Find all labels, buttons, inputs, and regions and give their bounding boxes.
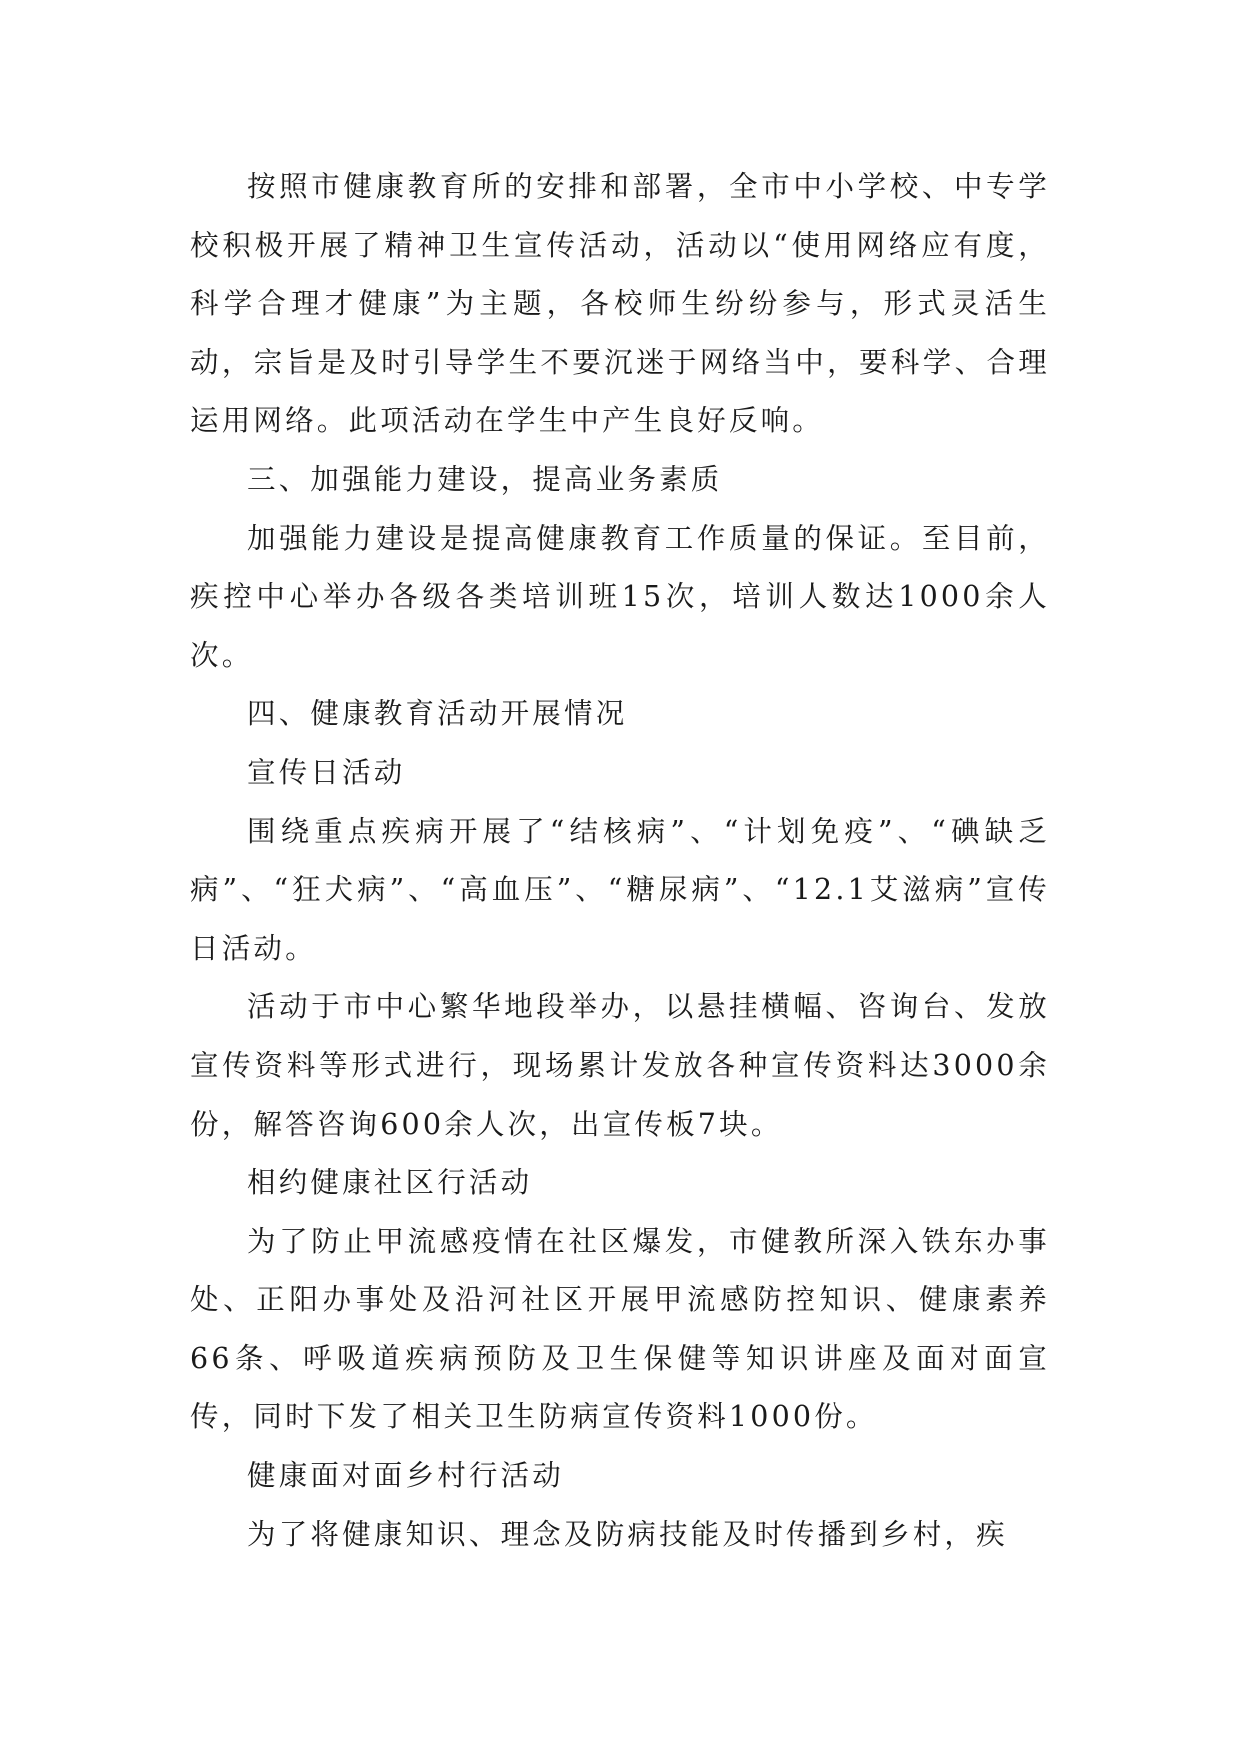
subheading-publicity-day: 宣传日活动 [247,755,406,789]
document-page [190,158,1050,1564]
paragraph-downtown-event: 活动于市中心繁华地段举办，以悬挂横幅、咨询台、发放宣传资料等形式进行，现场累计发放各种宣传资料达3000余份，解答咨询600余人次，出宣传板7块。 [190,990,1050,1141]
paragraph-training: 加强能力建设是提高健康教育工作质量的保证。至目前，疾控中心举办各级各类培训班15次，培训人数达1000余人次。 [190,521,1050,672]
section-heading-capacity-building: 三、加强能力建设，提高业务素质 [247,462,723,496]
paragraph-mental-health-campaign: 按照市健康教育所的安排和部署，全市中小学校、中专学校积极开展了精神卫生宣传活动，活动以“使用网络应有度，科学合理才健康”为主题，各校师生纷纷参与，形式灵活生动，宗旨是及时引导学生不要沉迷于网络当中，要科学、合理运用网络。此项活动在学生中产生良好反响。 [190,170,1050,438]
paragraph-village-intro: 为了将健康知识、理念及防病技能及时传播到乡村，疾 [247,1517,1008,1551]
paragraph-community-flu: 为了防止甲流感疫情在社区爆发，市健教所深入铁东办事处、正阳办事处及沿河社区开展甲流感防控知识、健康素养66条、呼吸道疾病预防及卫生保健等知识讲座及面对面宣传，同时下发了相关卫生防病宣传资料1000份。 [190,1224,1050,1434]
section-heading-health-activities: 四、健康教育活动开展情况 [247,697,628,731]
paragraph-disease-days: 围绕重点疾病开展了“结核病”、“计划免疫”、“碘缺乏病”、“狂犬病”、“高血压”、“糖尿病”、“12.1艾滋病”宣传日活动。 [190,814,1050,965]
subheading-community-activity: 相约健康社区行活动 [247,1166,533,1200]
subheading-village-activity: 健康面对面乡村行活动 [247,1459,565,1493]
